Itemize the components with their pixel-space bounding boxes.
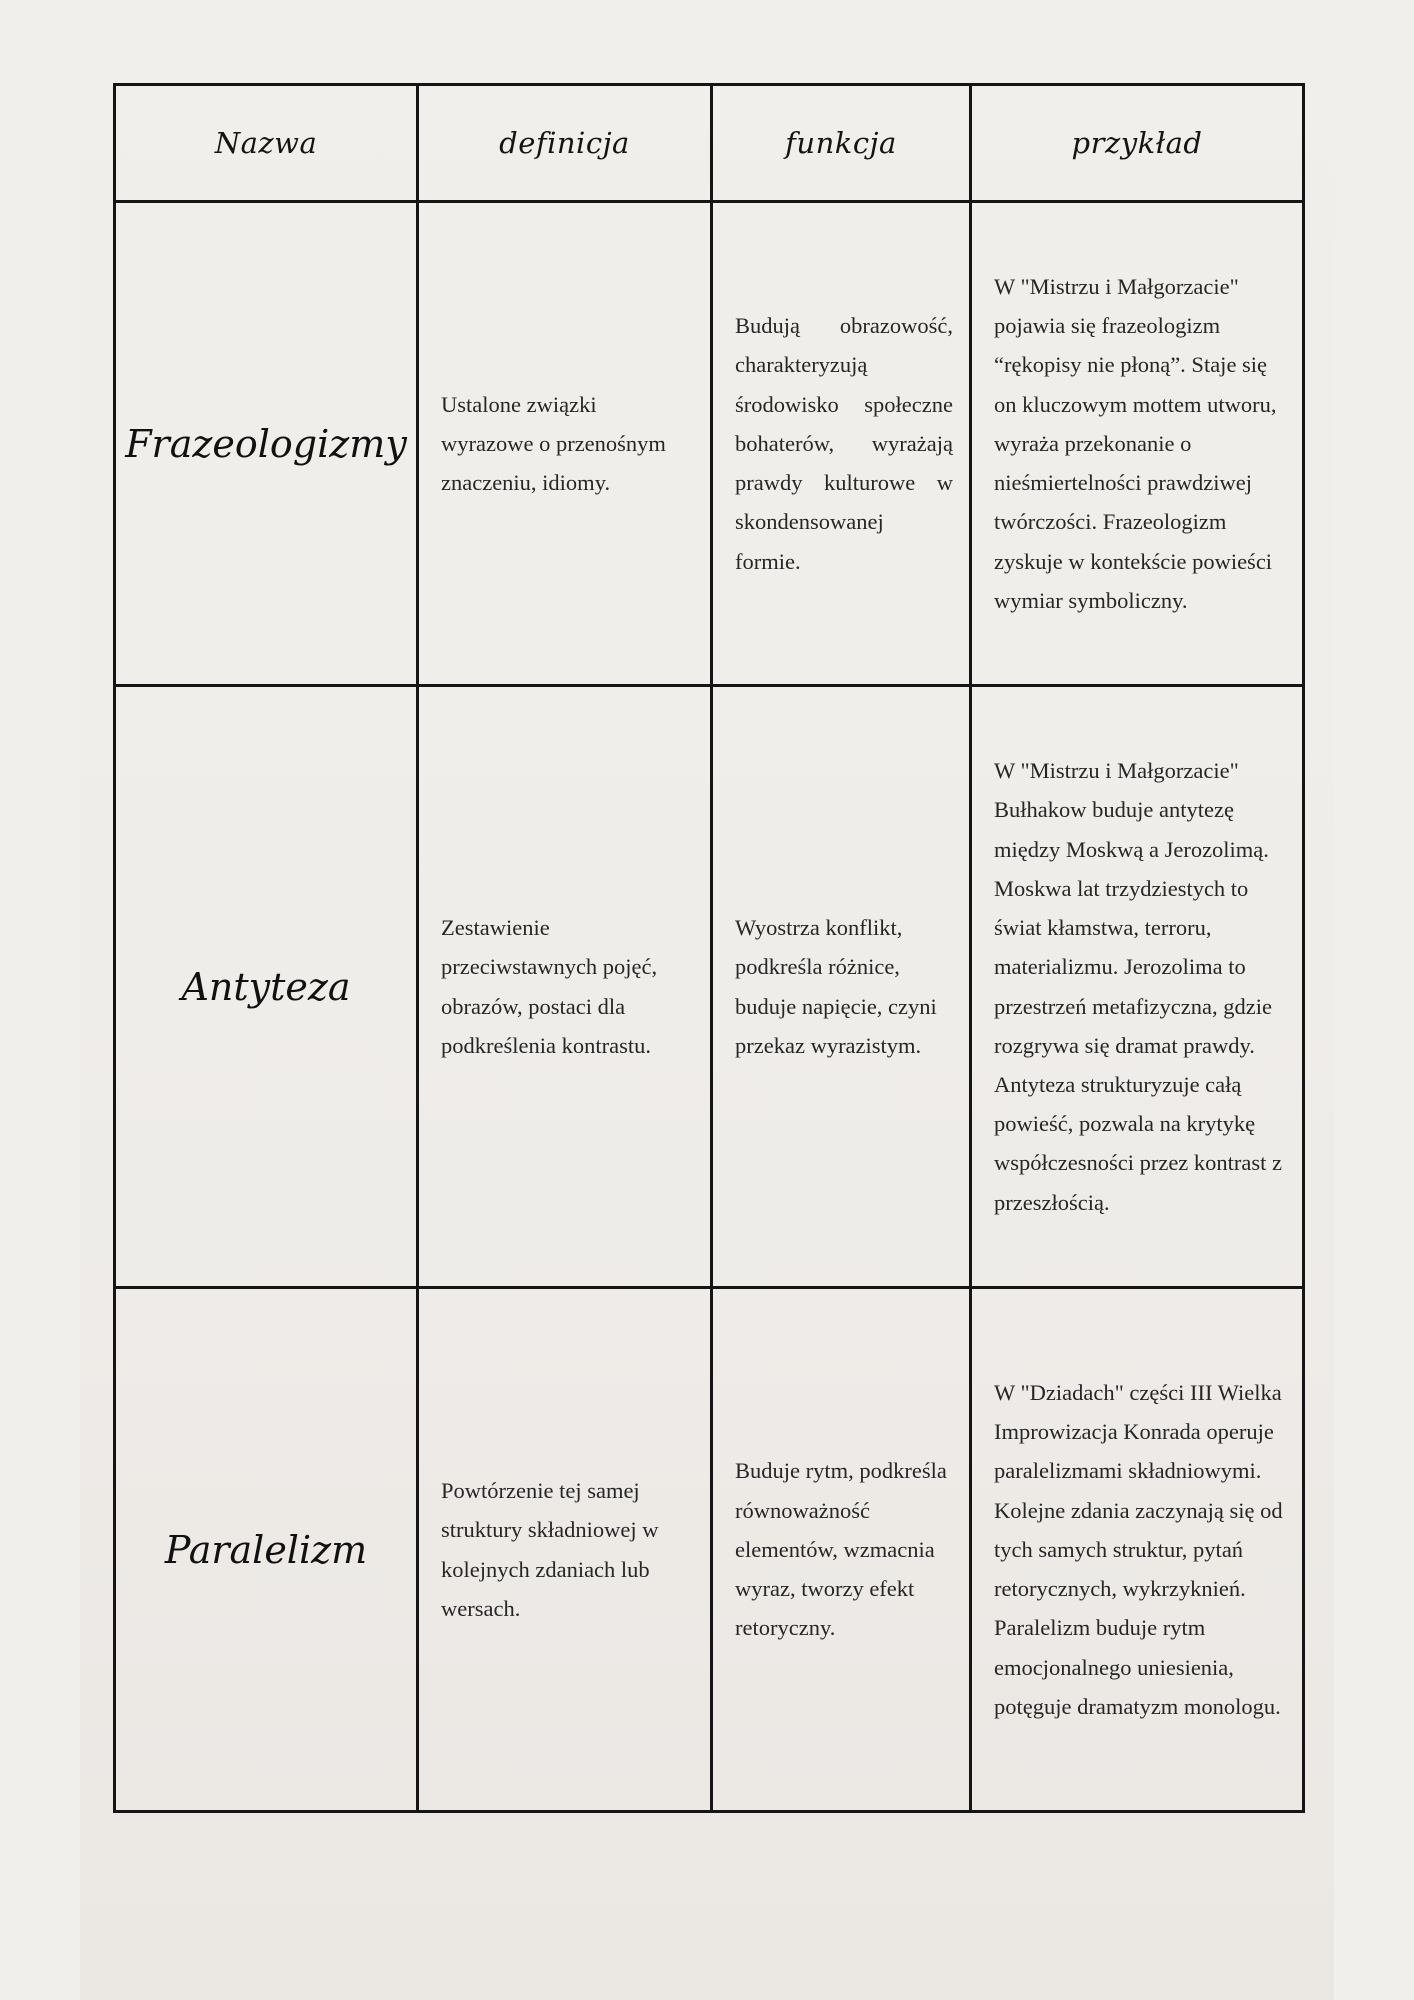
row-function-cell: [712, 202, 971, 686]
header-definition: definicja: [418, 85, 712, 202]
header-name: Nazwa: [115, 85, 418, 202]
table-row: [115, 686, 1304, 1288]
row-definition-cell: [418, 686, 712, 1288]
row-example-cell: [971, 202, 1304, 686]
table-row: [115, 1288, 1304, 1812]
row-function-cell: [712, 686, 971, 1288]
row-name: Antyteza: [115, 686, 418, 1288]
row-example: W "Mistrzu i Małgorzacie" pojawia się frazeologizm “rękopisy nie płoną”. Staje się on kluczowym mottem utworu, wyraża przekonanie o nieśmiertelności prawdziwej twórczości. Frazeologizm zyskuje w kontekście powieści wymiar symboliczny.: [994, 274, 1277, 613]
row-function: Buduje rytm, podkreśla równoważność elementów, wzmacnia wyraz, tworzy efekt retoryczny.: [735, 1458, 947, 1641]
row-example-cell: [971, 686, 1304, 1288]
row-example-cell: [971, 1288, 1304, 1812]
row-example: W "Dziadach" części III Wielka Improwizacja Konrada operuje paralelizmami składniowymi. Kolejne zdania zaczynają się od tych samych struktur, pytań retorycznych, wykrzyknień. Paralelizm buduje rytm emocjonalnego uniesienia, potęguje dramatyzm monologu.: [994, 1380, 1283, 1719]
header-example: przykład: [971, 85, 1304, 202]
row-function-cell: [712, 1288, 971, 1812]
row-example: W "Mistrzu i Małgorzacie" Bułhakow buduje antytezę między Moskwą a Jerozolimą. Moskwa lat trzydziestych to świat kłamstwa, terroru, materializmu. Jerozolima to przestrzeń metafizyczna, gdzie rozgrywa się dramat prawdy. Antyteza strukturyzuje całą powieść, pozwala na krytykę współczesności przez kontrast z przeszłością.: [994, 758, 1283, 1215]
row-name: Paralelizm: [115, 1288, 418, 1812]
row-definition: Ustalone związki wyrazowe o przenośnym znaczeniu, idiomy.: [441, 391, 666, 496]
table-row: [115, 202, 1304, 686]
row-name: Frazeologizmy: [115, 202, 418, 686]
table-header-row: [115, 85, 1304, 202]
row-function: Budują obrazowość, charakteryzują środowisko społeczne bohaterów, wyrażają prawdy kulturowe w skondensowanej formie.: [735, 313, 953, 574]
row-function: Wyostrza konflikt, podkreśla różnice, buduje napięcie, czyni przekaz wyrazistym.: [735, 915, 937, 1058]
header-function: funkcja: [712, 85, 971, 202]
row-definition-cell: [418, 202, 712, 686]
row-definition: Zestawienie przeciwstawnych pojęć, obrazów, postaci dla podkreślenia kontrastu.: [441, 915, 658, 1058]
row-definition-cell: [418, 1288, 712, 1812]
literary-devices-table: [113, 83, 1305, 1813]
row-definition: Powtórzenie tej samej struktury składniowej w kolejnych zdaniach lub wersach.: [441, 1478, 659, 1621]
